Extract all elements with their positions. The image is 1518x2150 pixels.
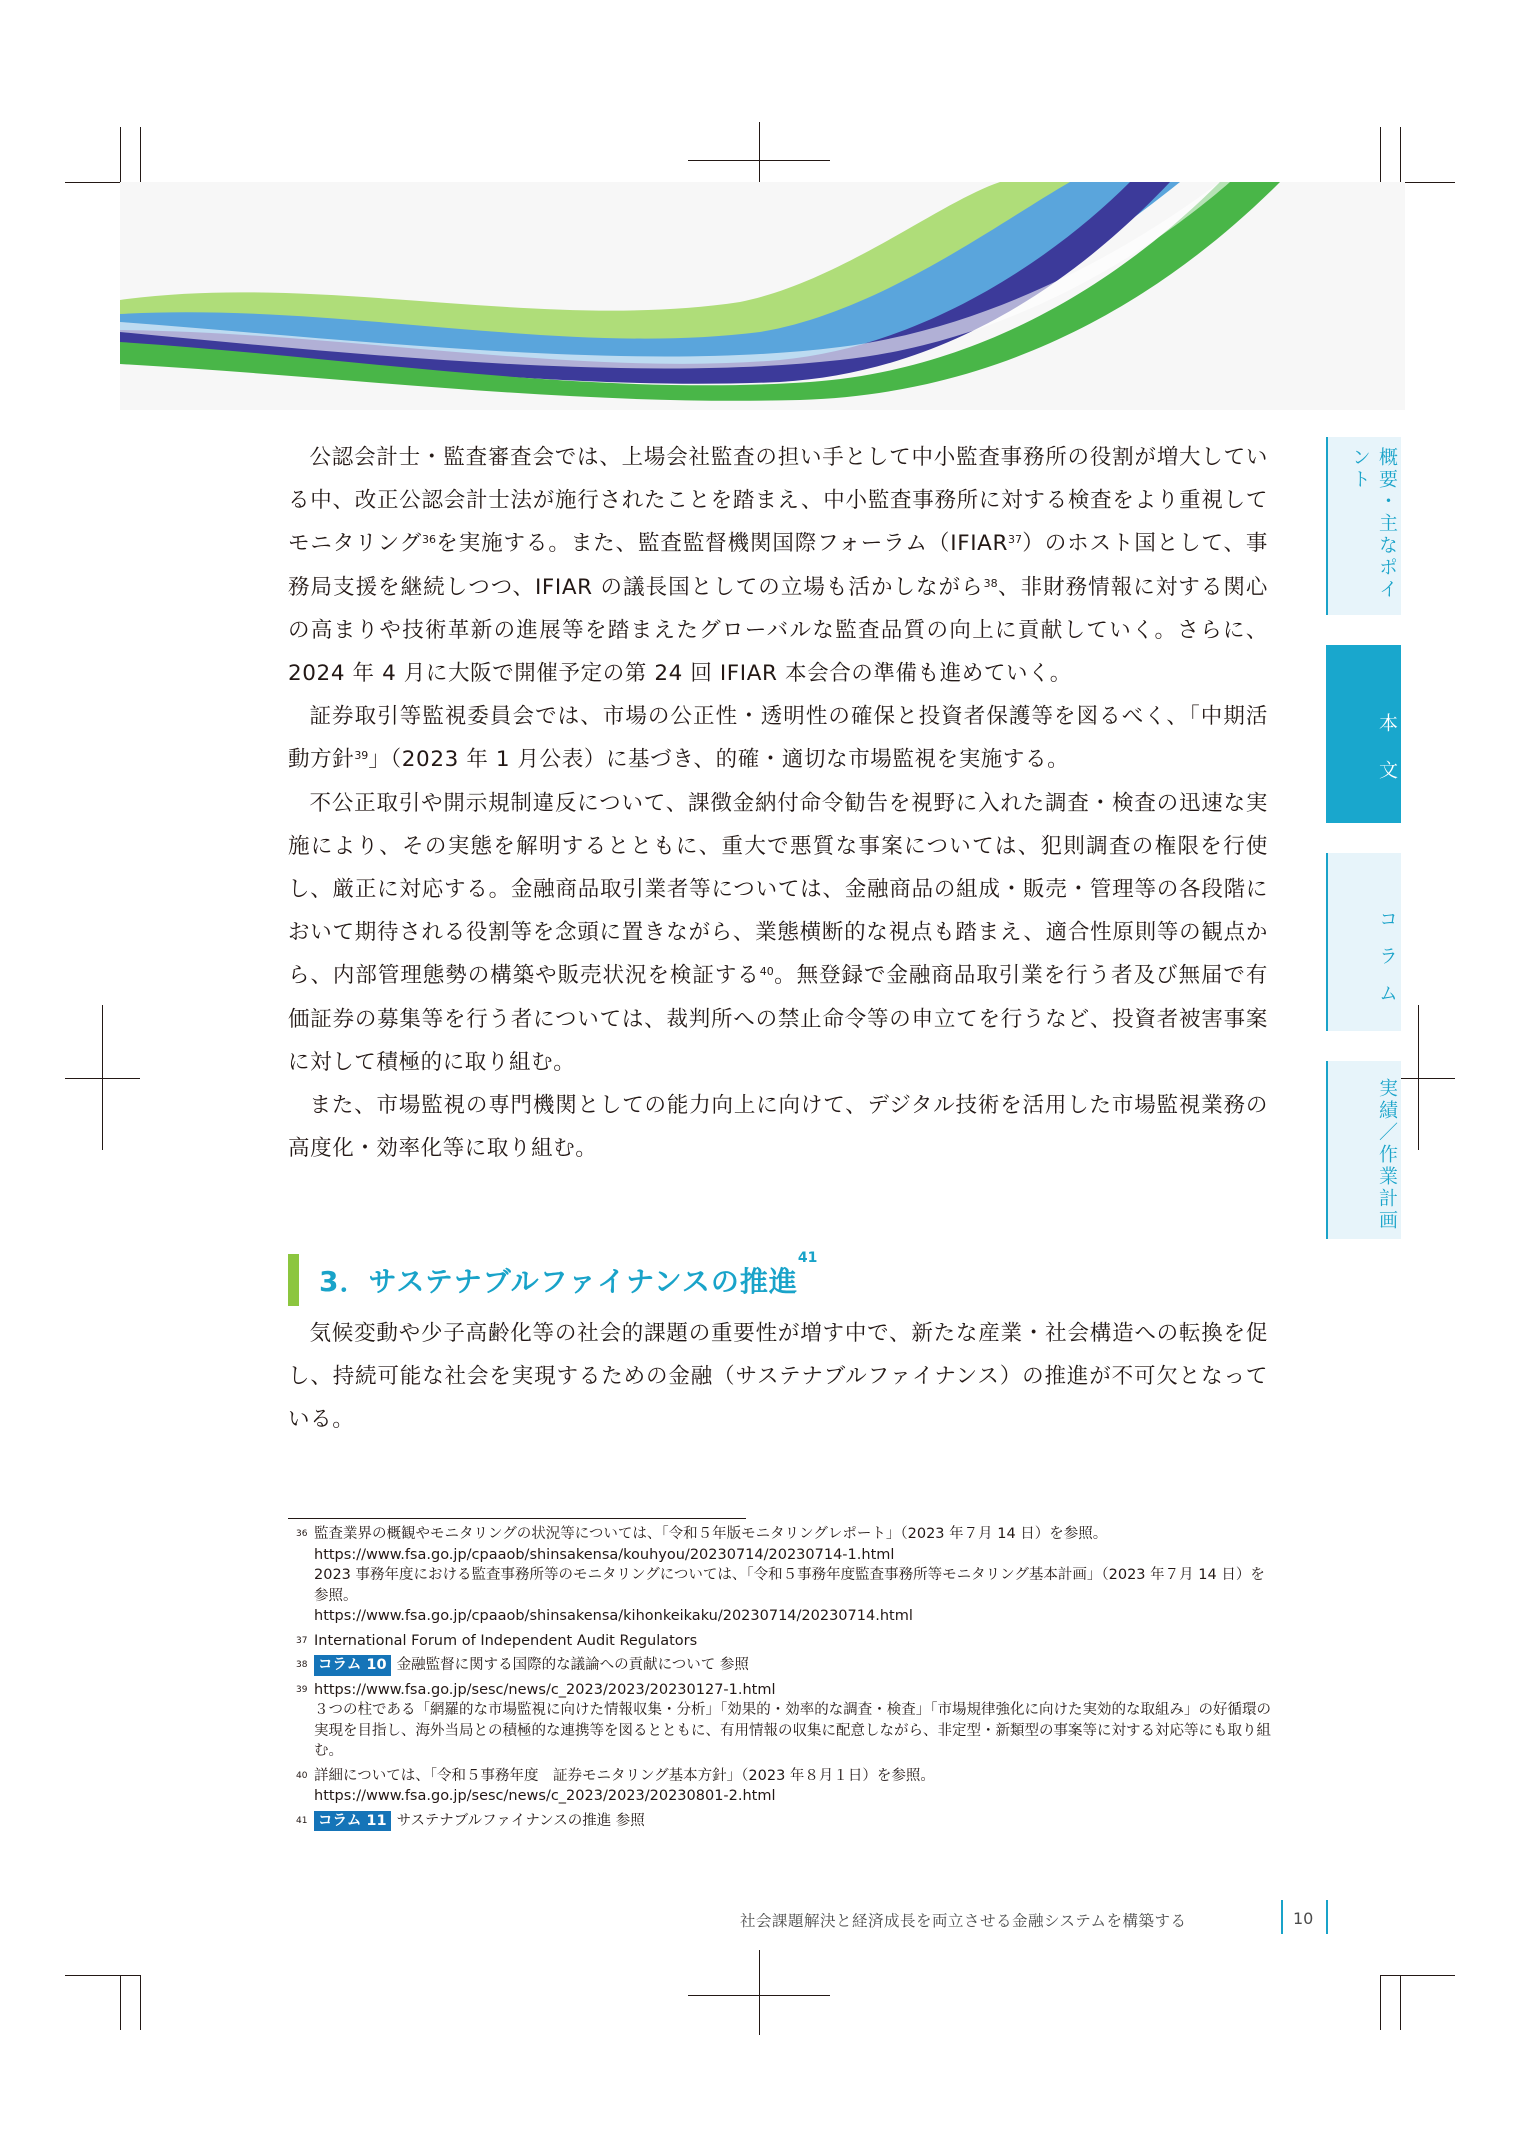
paragraph-text: ）のホスト国として、事務局支援を継続しつつ、IFIAR の議長国としての立場も活かしながら [288,531,1269,600]
body-text [288,436,1268,1170]
paragraph-text: 公認会計士・監査審査会では、上場会社監査の担い手として中小監査事務所の役割が増大している中、改正公認会計士法が施行されたことを踏まえ、中小監査事務所に対する検査をより重視してモニタリング [288,445,1268,557]
paragraph-market-surveillance [288,1084,1268,1170]
footnote-link[interactable]: https://www.fsa.go.jp/cpaaob/shinsakensa/kouhyou/20230714/20230714-1.html [314,1546,895,1563]
footnote-ref[interactable]: 37 [1008,533,1022,547]
footnote-text: ３つの柱である「網羅的な市場監視に向けた情報収集・分析」「効果的・効率的な調査・検査」「市場規律強化に向けた実効的な取組み」の好循環の実現を目指し、海外当局との積極的な連携等を図るとともに、有用情報の収集に配意しながら、非定型・新類型の事案等に対する対応等にも取り組む。 [314,1702,1271,1759]
footnote-41 [296,1811,1272,1832]
paragraph-text: 証券取引等監視委員会では、市場の公正性・透明性の確保と投資者保護等を図るべく、「中期活動方針 [288,704,1268,773]
header-wave-banner [120,182,1405,410]
footnote-number: 40 [296,1770,308,1781]
page-number: 10 [1293,1909,1314,1928]
section-heading [288,1250,818,1306]
footnote-36 [296,1524,1272,1627]
paragraph-text: を実施する。また、監査監督機関国際フォーラム（IFIAR [436,531,1008,557]
footer-divider [1326,1900,1328,1934]
footer-title: 社会課題解決と経済成長を両立させる金融システムを構築する [740,1912,1187,1930]
paragraph-text: また、市場監視の専門機関としての能力向上に向けて、デジタル技術を活用した市場監視業務の高度化・効率化等に取り組む。 [288,1093,1268,1162]
side-tab-overview-label: 概要・主なポイント [1349,447,1398,601]
footer-divider [1281,1900,1283,1934]
footnote-number: 41 [296,1815,308,1826]
section-title [319,1250,818,1300]
column-badge[interactable]: コラム 10 [314,1655,391,1676]
side-tab-main[interactable] [1326,645,1401,823]
section-title-text: 3．サステナブルファイナンスの推進 [319,1265,798,1298]
paragraph-text: 、非財務情報に対する関心の高まりや技術革新の進展等を踏まえたグローバルな監査品質の向上に貢献していく。さらに、2024 年 4 月に大阪で開催予定の第 24 回 IFIAR 本会合の準備も進めていく。 [288,574,1268,687]
footnote-link[interactable]: https://www.fsa.go.jp/cpaaob/shinsakensa/kihonkeikaku/20230714/20230714.html [314,1608,913,1624]
side-tab-column-label: コラム [1376,908,1398,1020]
paragraph-unfair-trading [288,782,1268,1084]
footnote-number: 36 [296,1529,308,1539]
paragraph-text: 不公正取引や開示規制違反について、課徴金納付命令勧告を視野に入れた調査・検査の迅速な実施により、その実態を解明するとともに、重大で悪質な事案については、犯則調査の権限を行使し、厳正に対応する。金融商品取引業者等については、金融商品の組成・販売・管理等の各段階において期待される役割等を念頭に置きながら、業態横断的な視点も踏まえ、適合性原則等の観点から、内部管理態勢の構築や販売状況を検証する [288,790,1268,989]
paragraph-sesc [288,695,1268,781]
footnote-40 [296,1766,1272,1807]
footnote-ref[interactable]: 39 [354,749,369,763]
footnote-number: 38 [296,1660,308,1670]
footnote-38 [296,1655,1272,1676]
footnote-ref[interactable]: 40 [759,965,774,979]
paragraph-cpaaob [288,436,1268,695]
paragraph-text: 」（2023 年 1 月公表）に基づき、的確・適切な市場監視を実施する。 [368,747,1070,773]
footnote-text: 金融監督に関する国際的な議論への貢献について 参照 [396,1657,749,1673]
side-tab-column[interactable] [1326,853,1401,1031]
section-body [288,1312,1268,1442]
side-tab-results[interactable] [1326,1061,1401,1239]
footnote-ref[interactable]: 38 [983,576,998,590]
paragraph-sustainable-finance: 気候変動や少子高齢化等の社会的課題の重要性が増す中で、新たな産業・社会構造への転換を促し、持続可能な社会を実現するための金融（サステナブルファイナンス）の推進が不可欠となっている。 [288,1321,1268,1433]
column-badge[interactable]: コラム 11 [314,1811,391,1832]
footnote-text: 監査業界の概観やモニタリングの状況等については、「令和５年版モニタリングレポート」（2023 年７月 14 日）を参照。 [314,1526,1108,1542]
footnote-rule [288,1518,746,1519]
side-tab-results-label: 実績／作業計画 [1376,1078,1398,1232]
footnote-39 [296,1680,1272,1762]
side-tab-overview[interactable] [1326,437,1401,615]
footnote-link[interactable]: https://www.fsa.go.jp/sesc/news/c_2023/2023/20230801-2.html [314,1788,776,1804]
footnotes [296,1524,1272,1831]
footnote-ref[interactable]: 41 [797,1250,818,1266]
footnote-ref[interactable]: 36 [422,533,436,547]
footnote-number: 37 [296,1635,308,1646]
footnote-number: 39 [296,1684,308,1695]
paragraph-text: 。無登録で金融商品取引業を行う者及び無届で有価証券の募集等を行う者については、裁判所への禁止命令等の申立てを行うなど、投資者被害事案に対して積極的に取り組む。 [288,963,1268,1075]
footnote-text: サステナブルファイナンスの推進 参照 [396,1812,645,1829]
section-accent-bar [288,1254,299,1306]
footnote-text: International Forum of Independent Audit Regulators [314,1632,698,1649]
footnote-link[interactable]: https://www.fsa.go.jp/sesc/news/c_2023/2023/20230127-1.html [314,1681,776,1698]
side-tab-main-label: 本文 [1376,713,1398,807]
footnote-text: 詳細については、「令和５事務年度 証券モニタリング基本方針」（2023 年８月１日）を参照。 [314,1767,935,1784]
footnote-37 [296,1631,1272,1652]
footnote-text: 2023 事務年度における監査事務所等のモニタリングについては、「令和５事務年度監査事務所等モニタリング基本計画」（2023 年７月 14 日）を参照。 [314,1567,1265,1604]
